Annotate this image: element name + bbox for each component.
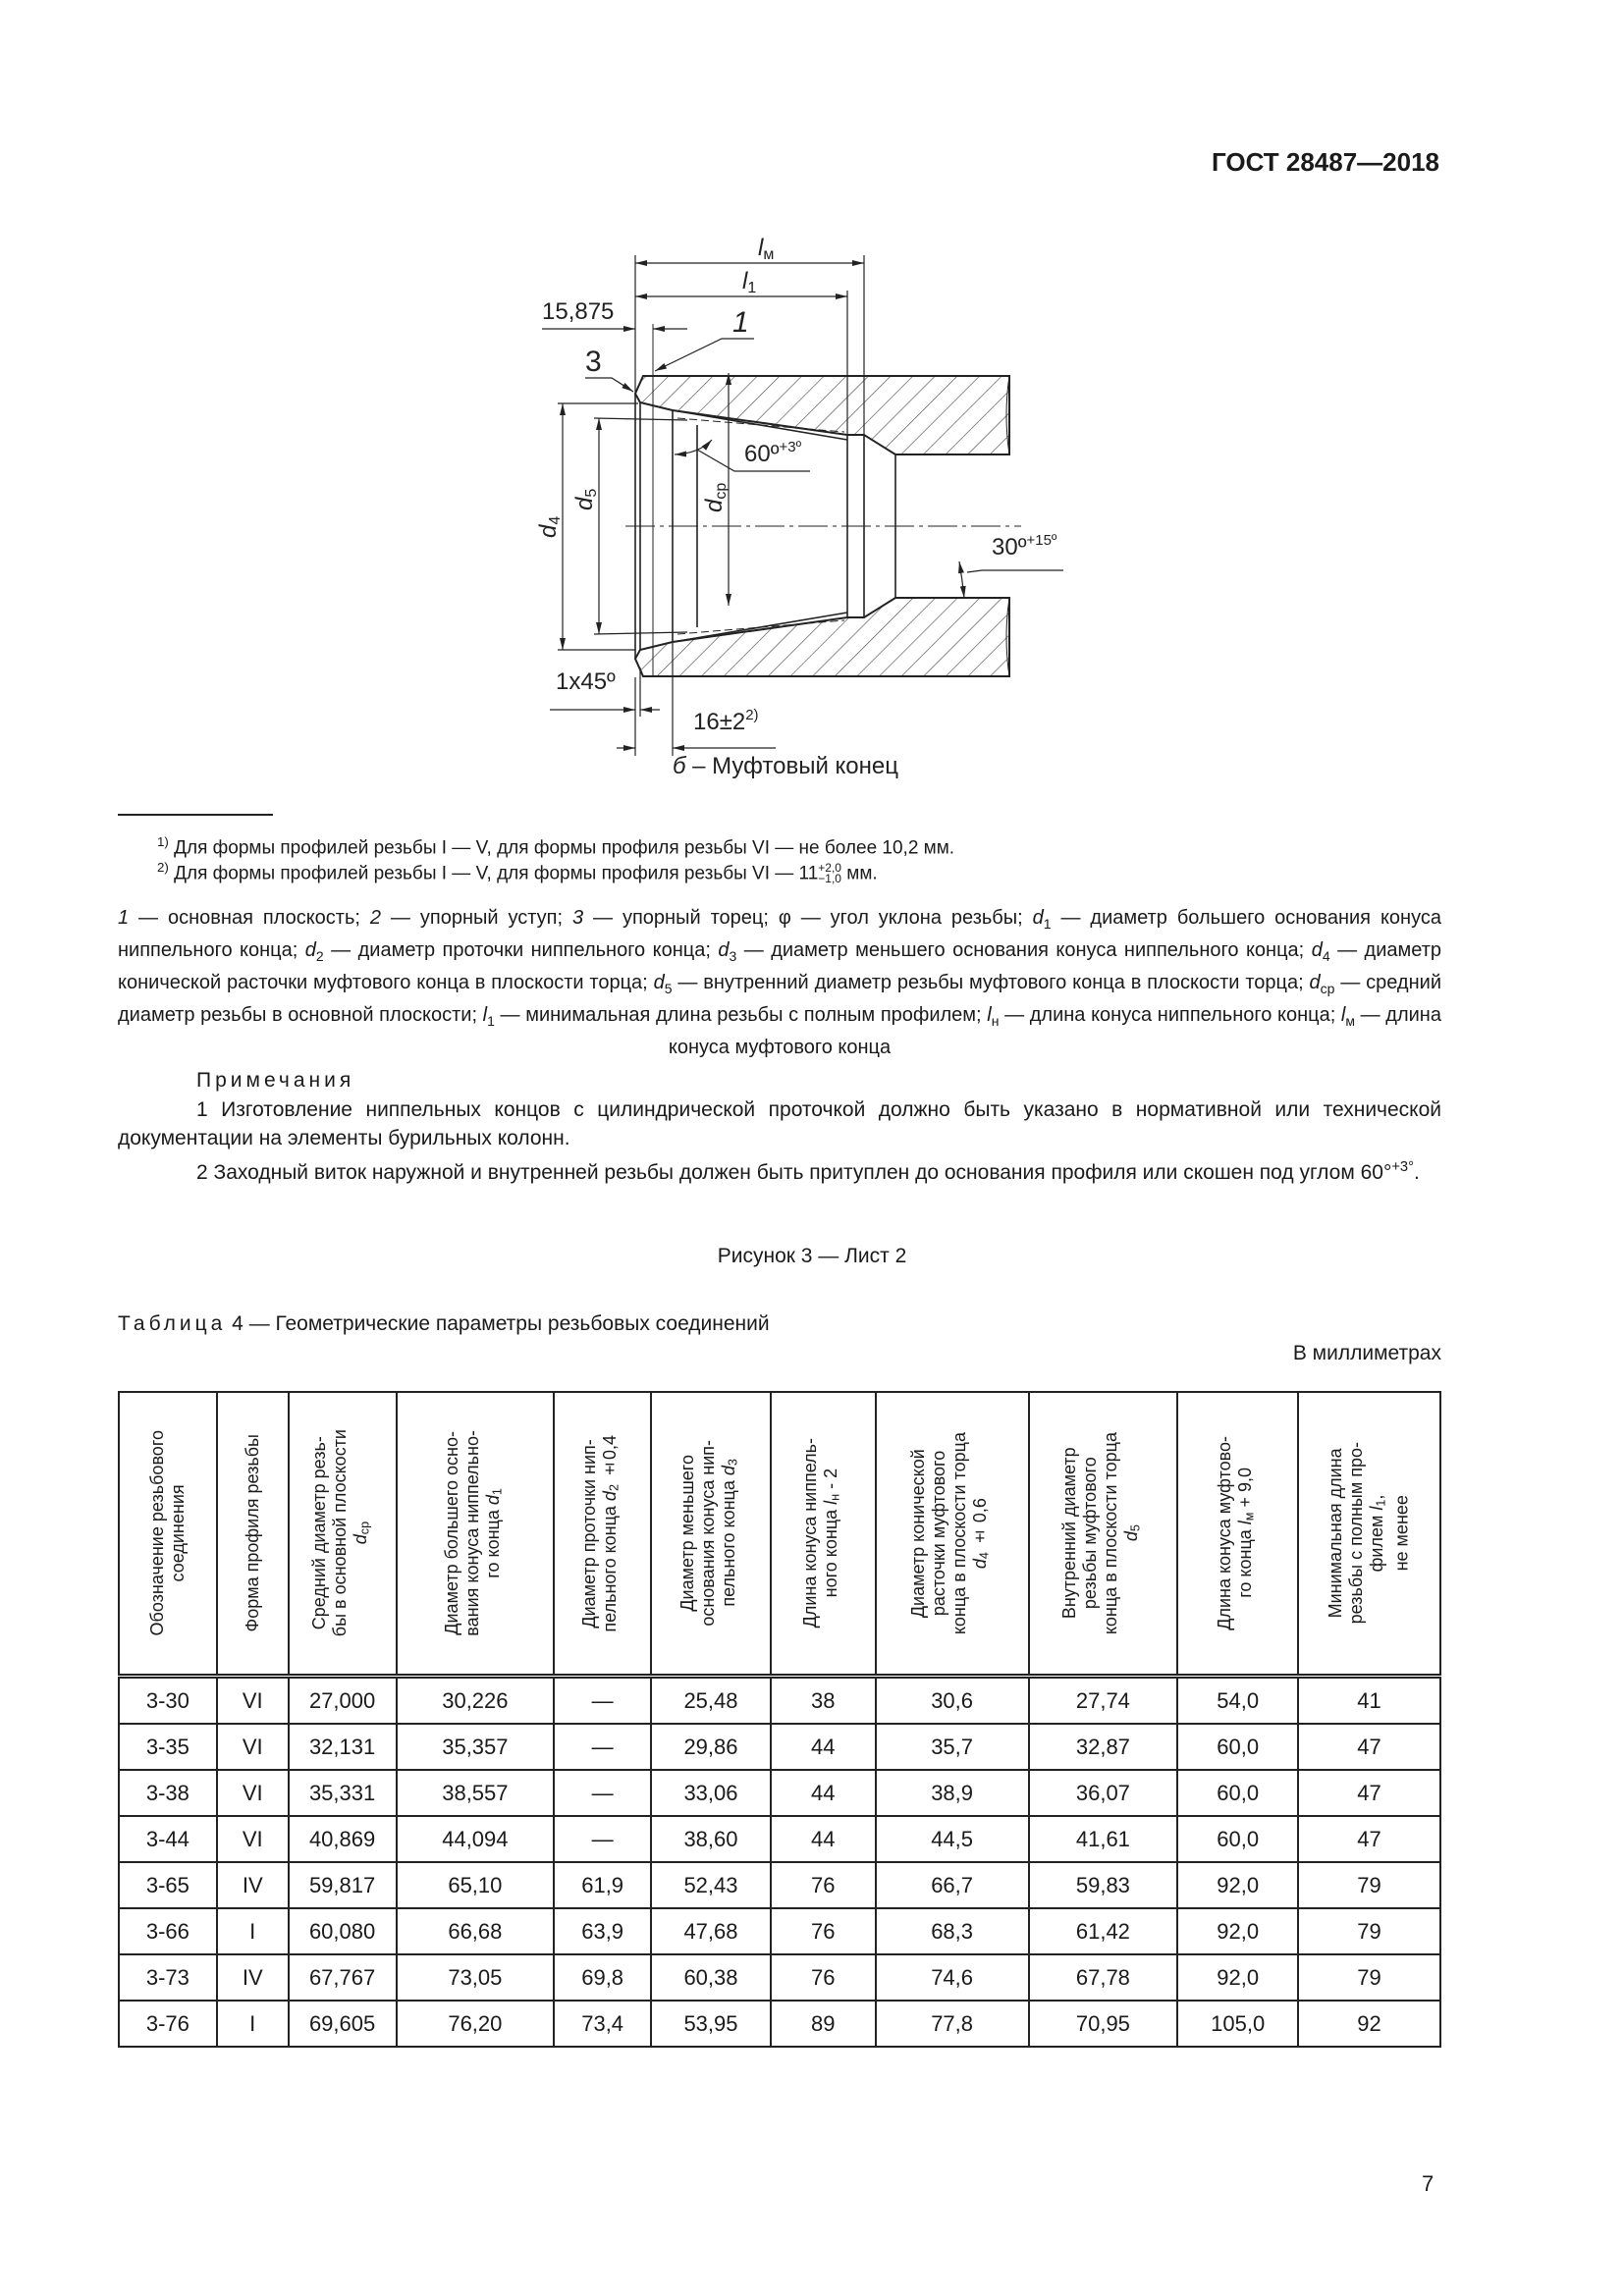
table-cell: 44	[771, 1816, 876, 1862]
header-part-post: ± 0,6	[970, 1497, 991, 1552]
table-cell: 79	[1298, 1862, 1440, 1908]
table-cell: IV	[217, 1954, 289, 2001]
table-cell: 35,357	[397, 1724, 555, 1770]
legend-text: 2	[369, 907, 381, 929]
table-cell: 67,767	[289, 1954, 397, 2001]
legend-segment	[118, 907, 129, 929]
legend-segment	[673, 972, 1310, 993]
document-id: ГОСТ 28487—2018	[1212, 147, 1439, 177]
legend-text: — длина конуса ниппельного конца;	[999, 1004, 1341, 1026]
table-cell: 73,4	[554, 2001, 651, 2047]
table-cell: 74,6	[876, 1954, 1029, 2001]
table-cell: 67,78	[1029, 1954, 1178, 2001]
table-cell: 30,6	[876, 1677, 1029, 1725]
table-cell: 63,9	[554, 1908, 651, 1954]
figure-caption: б – Муфтовый конец	[672, 753, 899, 779]
header-part-sym: l	[821, 1501, 840, 1506]
legend-text: l	[1340, 1004, 1346, 1026]
table-cell: —	[554, 1677, 651, 1725]
table-cell: 40,869	[289, 1816, 397, 1862]
legend-text: — диаметр проточки ниппельного конца;	[323, 939, 719, 961]
table-cell: 76	[771, 1954, 876, 2001]
table-header-row	[119, 1392, 1440, 1677]
dim-l1-label: l1	[742, 268, 757, 296]
table-row	[119, 1954, 1440, 2001]
legend-text: l	[987, 1004, 992, 1026]
table-cell: 44,5	[876, 1816, 1029, 1862]
lower-wall-section	[635, 598, 1009, 676]
header-part-pre: Минимальная длина резьбы с полным про- филем	[1326, 1442, 1387, 1625]
column-header	[119, 1392, 217, 1677]
legend-text: — минимальная длина резьбы с полным профилем;	[494, 1004, 988, 1026]
header-part-sym: d	[483, 1495, 504, 1506]
table-cell: 38,60	[651, 1816, 771, 1862]
legend-segment	[572, 907, 583, 929]
table-cell: 41	[1298, 1677, 1440, 1725]
legend-segment	[495, 1004, 987, 1026]
header-part-sym: d	[350, 1534, 370, 1545]
table-cell: 89	[771, 2001, 876, 2047]
header-part-sub: 3	[726, 1459, 740, 1467]
legend-subscript: ср	[1320, 981, 1335, 996]
table-cell: VI	[217, 1677, 289, 1725]
legend-segment	[999, 1004, 1340, 1026]
table-cell: 66,68	[397, 1908, 555, 1954]
table-cell: 47	[1298, 1770, 1440, 1816]
table-cell: 38,557	[397, 1770, 555, 1816]
column-header-text	[147, 1430, 189, 1635]
table-cell: 30,226	[397, 1677, 555, 1725]
header-part-pre: Длина конуса ниппель- ного конца	[800, 1438, 840, 1629]
table-row	[119, 1724, 1440, 1770]
notes-title: Примечания	[196, 1069, 355, 1092]
table-cell: 68,3	[876, 1908, 1029, 1954]
legend-segment	[381, 907, 572, 929]
header-part-sym: d	[600, 1490, 621, 1501]
header-part-sub: 1	[1374, 1499, 1388, 1507]
legend-segment	[482, 1004, 495, 1029]
table-cell: 54,0	[1177, 1677, 1298, 1725]
table-cell: 76	[771, 1908, 876, 1954]
coupling-end-drawing	[0, 0, 1624, 805]
legend-subscript: 5	[664, 981, 673, 996]
column-header-text	[1059, 1432, 1147, 1634]
legend-subscript: 1	[1043, 916, 1052, 932]
header-part-sub: ср	[357, 1522, 372, 1535]
table-cell: 61,9	[554, 1862, 651, 1908]
legend-segment	[1311, 939, 1330, 964]
column-header	[289, 1392, 397, 1677]
legend-text: — диаметр конической расточки муфтового конца в плоскости торца;	[118, 939, 1441, 993]
table-cell: 59,817	[289, 1862, 397, 1908]
table-cell: VI	[217, 1770, 289, 1816]
column-header	[1177, 1392, 1298, 1677]
table-cell: —	[554, 1770, 651, 1816]
table-row	[119, 1862, 1440, 1908]
callout-3: 3	[585, 346, 602, 378]
table-cell: 47,68	[651, 1908, 771, 1954]
header-part-post: ±0,4	[600, 1434, 621, 1484]
legend-segment	[736, 939, 1311, 961]
table-row	[119, 1770, 1440, 1816]
header-part-pre: Обозначение резьбового соединения	[146, 1430, 188, 1636]
legend-text: — диаметр меньшего основания конуса ниппельного конца;	[736, 939, 1312, 961]
dim-dcp-label: dср	[701, 482, 730, 512]
legend-subscript: н	[991, 1013, 1000, 1029]
legend-text: — упорный торец; φ — угол уклона резьбы;	[583, 907, 1033, 929]
table-cell: 44	[771, 1770, 876, 1816]
header-part-pre: Внутренний диаметр резьбы муфтового конца в плоскости торца	[1059, 1431, 1121, 1635]
table-cell: 92,0	[1177, 1908, 1298, 1954]
legend-text: 3	[571, 907, 584, 929]
legend-text: l	[482, 1004, 488, 1026]
table-cell: 69,605	[289, 2001, 397, 2047]
footnote-1: $^{1)}$ Для формы профилей резьбы I — V, для формы профиля резьбы VI — не более 10,2 мм.	[157, 834, 955, 859]
table-cell: VI	[217, 1724, 289, 1770]
legend-text: — внутренний диаметр резьбы муфтового конца в плоскости торца;	[672, 972, 1310, 993]
table-row	[119, 1816, 1440, 1862]
legend-subscript: 4	[1322, 948, 1330, 964]
column-header	[876, 1392, 1029, 1677]
table-cell: 77,8	[876, 2001, 1029, 2047]
legend-text: d	[718, 939, 730, 961]
header-part-pre: Длина конуса муфтово- го конца	[1215, 1436, 1256, 1630]
table-cell: 65,10	[397, 1862, 555, 1908]
table-cell: 47	[1298, 1724, 1440, 1770]
angle-60-label: 60º$^{+3º}$	[744, 439, 802, 467]
header-part-pre: Диаметр проточки нип- пельного конца	[579, 1438, 621, 1632]
legend-segment	[1340, 1004, 1355, 1029]
table-cell: 32,131	[289, 1724, 397, 1770]
upper-wall-section	[635, 376, 1009, 454]
header-part-pre: Диаметр меньшего основания конуса нип- пельного конца	[677, 1440, 739, 1627]
column-header-text	[1215, 1436, 1261, 1630]
legend-text: — диаметр большего основания конуса ниппельного конца;	[118, 907, 1441, 961]
table-cell: 3-35	[119, 1724, 217, 1770]
column-header-text	[677, 1440, 744, 1627]
angle-30-label: 30º$^{+15º}$	[992, 532, 1057, 561]
table-cell: 60,080	[289, 1908, 397, 1954]
table-cell: 79	[1298, 1954, 1440, 2001]
dim-16-label: $16\pm 2^{2)}$	[693, 707, 759, 735]
table-cell: 47	[1298, 1816, 1440, 1862]
table-cell: 27,000	[289, 1677, 397, 1725]
table-cell: 70,95	[1029, 2001, 1178, 2047]
dim-d5-label: d5	[571, 488, 600, 510]
table-cell: 3-30	[119, 1677, 217, 1725]
header-part-post: + 9,0	[1235, 1468, 1256, 1514]
legend-text: d	[1309, 972, 1321, 993]
legend-segment	[304, 939, 324, 964]
column-header-text	[800, 1438, 846, 1628]
table-cell: 3-73	[119, 1954, 217, 2001]
legend-segment	[653, 972, 673, 996]
header-part-pre: Диаметр конической расточки муфтового конца в плоскости торца	[908, 1431, 970, 1635]
dim-15875-label: 15,875	[542, 298, 615, 325]
table-row	[119, 1677, 1440, 1725]
table-units: В миллиметрах	[1292, 1342, 1441, 1364]
figure-title: Рисунок 3 — Лист 2	[717, 1245, 907, 1267]
table-cell: 59,83	[1029, 1862, 1178, 1908]
legend-text: d	[1311, 939, 1323, 961]
column-header-text	[579, 1435, 625, 1632]
header-part-sub: 4	[977, 1552, 992, 1560]
legend-segment	[987, 1004, 1000, 1029]
geometric-parameters-table	[118, 1391, 1441, 2048]
header-part-sym: d	[719, 1466, 739, 1476]
table-cell: 60,0	[1177, 1724, 1298, 1770]
table-cell: 73,05	[397, 1954, 555, 2001]
legend-text: d	[304, 939, 316, 961]
legend-subscript: 1	[487, 1013, 495, 1029]
legend-subscript: м	[1345, 1013, 1355, 1029]
legend-segment	[370, 907, 381, 929]
footnote-2: $^{2)}$ Для формы профилей резьбы I — V, для формы профиля резьбы VI — 11 +2,0 −1,0 мм.	[157, 860, 878, 886]
legend-segment	[583, 907, 1033, 929]
table-cell: 3-66	[119, 1908, 217, 1954]
legend-text: — длина конуса муфтового конца	[668, 1004, 1441, 1058]
footnote-rule	[118, 814, 273, 816]
header-part-post: - 2	[821, 1468, 840, 1495]
legend-text: — средний диаметр резьбы в основной плоскости;	[118, 972, 1441, 1026]
column-header-text	[442, 1430, 509, 1636]
table-cell: 3-76	[119, 2001, 217, 2047]
table-cell: 52,43	[651, 1862, 771, 1908]
header-part-sub: 5	[1128, 1524, 1143, 1532]
column-header	[1298, 1392, 1440, 1677]
table-row	[119, 2001, 1440, 2047]
table-title: Таблица 4 — Геометрические параметры резьбовых соединений	[118, 1312, 770, 1335]
column-header	[397, 1392, 555, 1677]
header-part-post: , не менее	[1367, 1494, 1412, 1572]
table-cell: 44,094	[397, 1816, 555, 1862]
header-part-pre: Средний диаметр резь- бы в основной плоскости	[308, 1429, 350, 1637]
page-number: 7	[1422, 2171, 1435, 2196]
table-cell: 41,61	[1029, 1816, 1178, 1862]
column-header	[217, 1392, 289, 1677]
table-cell: 79	[1298, 1908, 1440, 1954]
header-part-sym: d	[970, 1559, 991, 1570]
header-part-sym: l	[1235, 1521, 1256, 1525]
table-cell: 38,9	[876, 1770, 1029, 1816]
legend-text: d	[1032, 907, 1044, 929]
column-header	[771, 1392, 876, 1677]
table-cell: 76,20	[397, 2001, 555, 2047]
table-cell: 27,74	[1029, 1677, 1178, 1725]
legend-segment	[324, 939, 719, 961]
table-cell: —	[554, 1724, 651, 1770]
header-part-pre: Форма профиля резьбы	[242, 1434, 262, 1632]
table-cell: I	[217, 1908, 289, 1954]
table-cell: I	[217, 2001, 289, 2047]
legend-text: 1	[118, 907, 130, 929]
table-cell: 29,86	[651, 1724, 771, 1770]
table-cell: 33,06	[651, 1770, 771, 1816]
legend-segment	[129, 907, 370, 929]
header-part-sym: d	[1121, 1531, 1142, 1542]
table-cell: 44	[771, 1724, 876, 1770]
table-cell: 92,0	[1177, 1954, 1298, 2001]
dim-lm-label: lм	[758, 235, 775, 263]
table-cell: 3-38	[119, 1770, 217, 1816]
column-header-text	[243, 1434, 263, 1631]
table-cell: 3-44	[119, 1816, 217, 1862]
table-cell: 35,7	[876, 1724, 1029, 1770]
legend-segment	[1032, 907, 1052, 932]
legend-subscript: 2	[315, 948, 324, 964]
table-cell: 66,7	[876, 1862, 1029, 1908]
table-cell: 61,42	[1029, 1908, 1178, 1954]
figure-legend	[118, 905, 1441, 1061]
legend-segment	[1309, 972, 1335, 996]
table-cell: 60,0	[1177, 1816, 1298, 1862]
table-cell: 3-65	[119, 1862, 217, 1908]
table-cell: 36,07	[1029, 1770, 1178, 1816]
legend-segment	[718, 939, 737, 964]
legend-text: — упорный уступ;	[381, 907, 572, 929]
table-cell: 60,0	[1177, 1770, 1298, 1816]
table-cell: 35,331	[289, 1770, 397, 1816]
table-cell: 32,87	[1029, 1724, 1178, 1770]
header-part-sub: м	[1242, 1513, 1257, 1522]
dim-d4-label: d4	[535, 515, 564, 538]
table-cell: 38	[771, 1677, 876, 1725]
column-header	[1029, 1392, 1178, 1677]
chamfer-label: 1x45º	[556, 668, 616, 695]
table-cell: 53,95	[651, 2001, 771, 2047]
table-row	[119, 1908, 1440, 1954]
note-2: 2 Заходный виток наружной и внутренней резьбы должен быть притуплен до основания профиля или скошен под углом 60°$^{+3^\circ}$.	[196, 1159, 1420, 1184]
legend-text: d	[653, 972, 665, 993]
table-cell: 25,48	[651, 1677, 771, 1725]
column-header	[554, 1392, 651, 1677]
table-cell: 105,0	[1177, 2001, 1298, 2047]
note-1: 1 Изготовление ниппельных концов с цилиндрической проточкой должно быть указано в нормативной или технической документации на элементы бурильных колонн.	[118, 1098, 1441, 1149]
table-cell: 60,38	[651, 1954, 771, 2001]
column-header	[651, 1392, 771, 1677]
table-cell: IV	[217, 1862, 289, 1908]
table-cell: VI	[217, 1816, 289, 1862]
header-part-pre: Диаметр большего осно- вания конуса ниппельно- го конца	[442, 1430, 504, 1636]
legend-text: — основная плоскость;	[129, 907, 370, 929]
header-part-sub: н	[828, 1494, 842, 1502]
legend-subscript: 3	[729, 948, 737, 964]
header-part-sub: 2	[607, 1483, 622, 1491]
table-cell: —	[554, 1816, 651, 1862]
column-header-text	[908, 1432, 996, 1634]
column-header-text	[309, 1429, 376, 1636]
table-cell: 92,0	[1177, 1862, 1298, 1908]
callout-1: 1	[732, 306, 749, 339]
header-part-sub: 1	[490, 1488, 505, 1496]
table-cell: 69,8	[554, 1954, 651, 2001]
table-cell: 92	[1298, 2001, 1440, 2047]
column-header-text	[1326, 1442, 1413, 1624]
table-cell: 76	[771, 1862, 876, 1908]
header-part-sym: l	[1367, 1506, 1387, 1511]
